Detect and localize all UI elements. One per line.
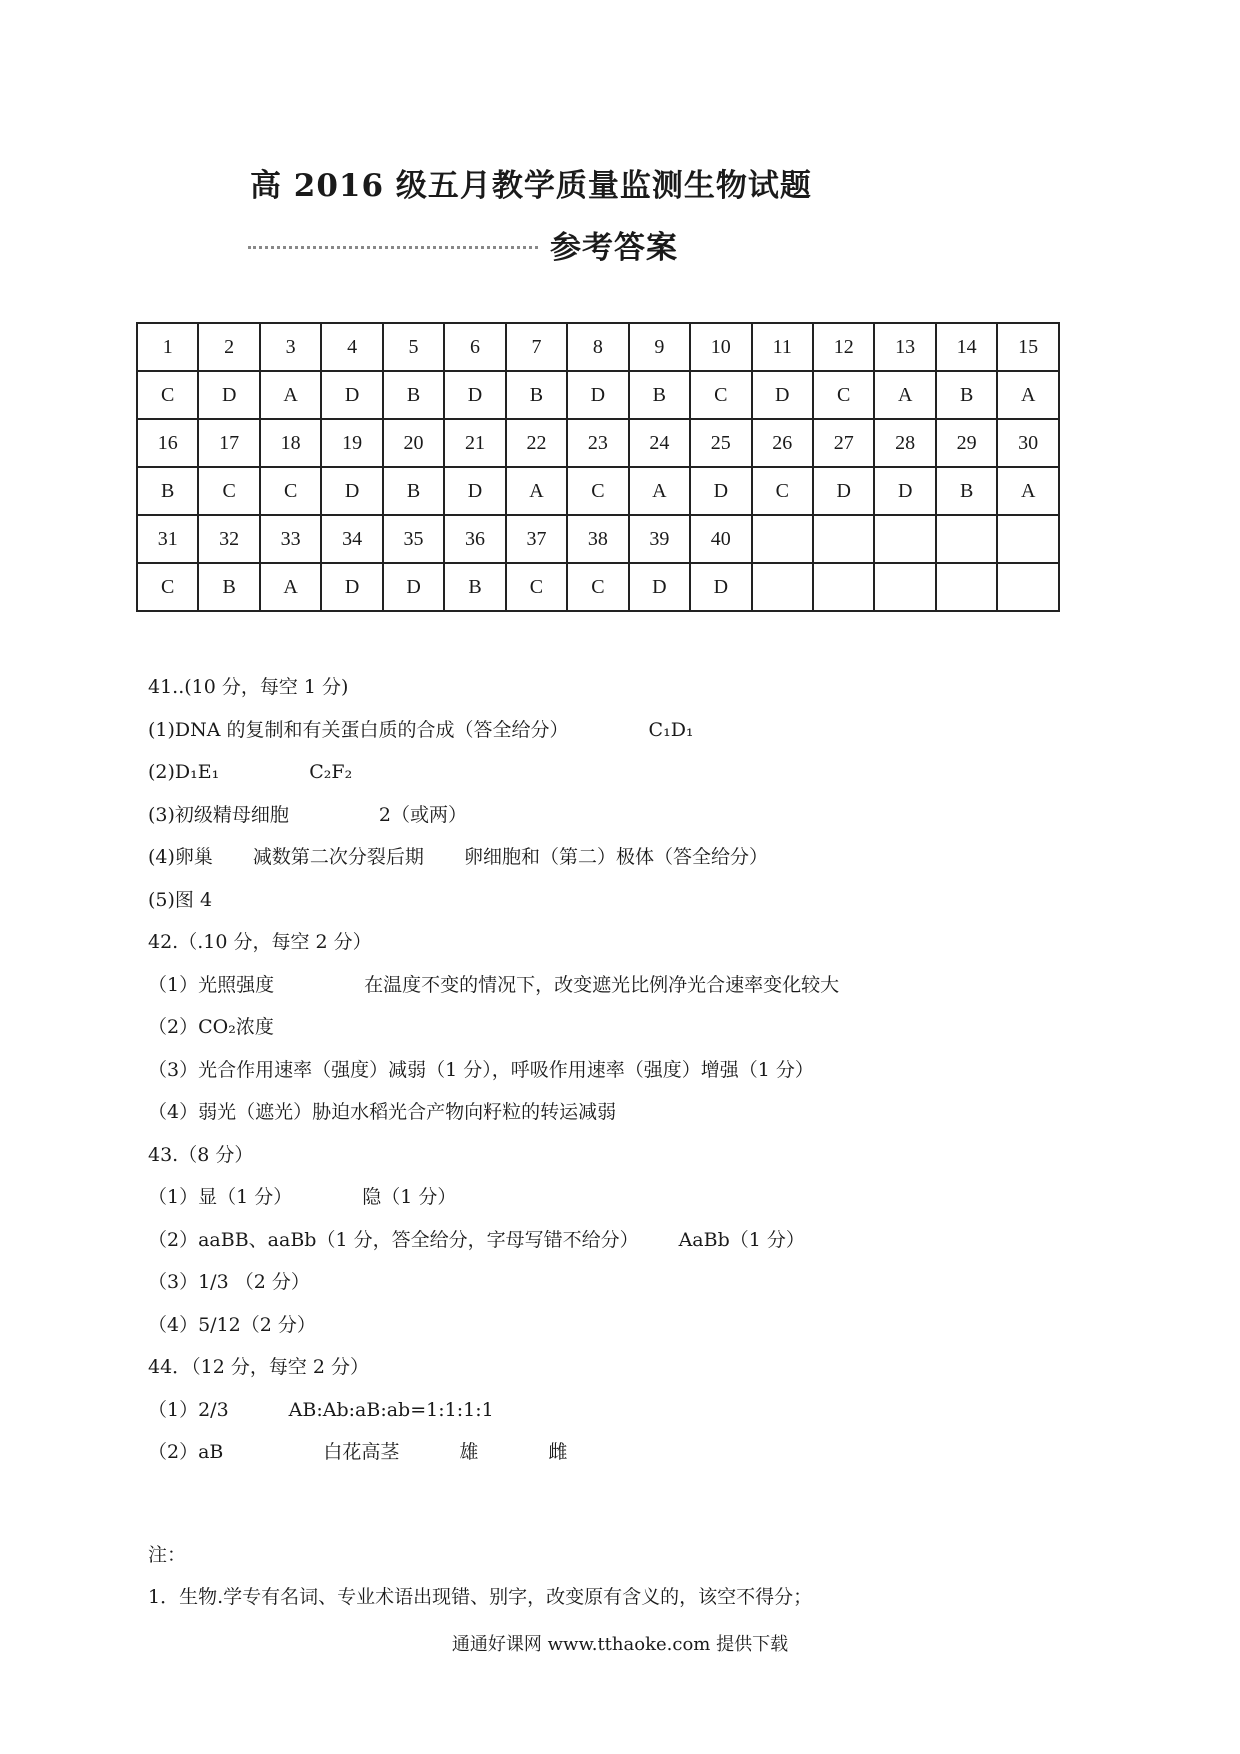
table-cell: 12: [813, 323, 874, 371]
q44-a2d: 雌: [548, 1441, 568, 1463]
table-cell: B: [137, 467, 198, 515]
table-cell: 26: [752, 419, 813, 467]
table-cell: C: [198, 467, 259, 515]
q43-head: 43.（8 分）: [148, 1143, 254, 1166]
table-cell: 16: [137, 419, 198, 467]
table-cell: D: [567, 371, 628, 419]
table-cell: 8: [567, 323, 628, 371]
table-cell: 10: [690, 323, 751, 371]
q41-head: 41..(10 分，每空 1 分): [148, 676, 349, 698]
table-cell: C: [752, 467, 813, 515]
table-cell: [936, 515, 997, 563]
answer-table-body: [137, 323, 1059, 611]
table-cell: [813, 563, 874, 611]
table-cell: [936, 563, 997, 611]
table-cell: [997, 563, 1059, 611]
table-cell: B: [506, 371, 567, 419]
q43-answer-1: [148, 1176, 1108, 1219]
dotted-leader: [248, 246, 538, 249]
table-cell: D: [444, 467, 505, 515]
q44-head: 44．（12 分，每空 2 分）: [148, 1356, 370, 1378]
table-cell: B: [629, 371, 690, 419]
answer-table: [136, 322, 1060, 612]
table-cell: 3: [260, 323, 321, 371]
table-cell: 11: [752, 323, 813, 371]
table-cell: D: [444, 371, 505, 419]
table-cell: A: [260, 371, 321, 419]
q42-answer-1: [148, 964, 1108, 1007]
q41-a4: (4)卵巢: [148, 846, 213, 868]
table-cell: 6: [444, 323, 505, 371]
table-cell: 29: [936, 419, 997, 467]
table-cell: C: [567, 467, 628, 515]
q44-a2c: 雄: [459, 1441, 479, 1463]
q44-answer-2: [148, 1431, 1108, 1474]
table-cell: B: [936, 371, 997, 419]
table-cell: D: [321, 371, 382, 419]
q43-a2b: AaBb（1 分）: [678, 1228, 805, 1251]
table-cell: A: [997, 467, 1059, 515]
table-cell: C: [137, 563, 198, 611]
table-cell: 36: [444, 515, 505, 563]
note-head: 注：: [148, 1543, 187, 1566]
page-title: 高 2016 级五月教学质量监测生物试题: [250, 168, 812, 204]
table-cell: [813, 515, 874, 563]
table-cell: D: [752, 371, 813, 419]
table-cell: 18: [260, 419, 321, 467]
table-cell: 22: [506, 419, 567, 467]
q42-answer-4: （4）弱光（遮光）胁迫水稻光合产物向籽粒的转运减弱: [148, 1101, 617, 1123]
table-cell: D: [198, 371, 259, 419]
table-cell: 19: [321, 419, 382, 467]
q41-a4b: 减数第二次分裂后期: [252, 846, 424, 868]
table-cell: A: [629, 467, 690, 515]
table-cell: D: [383, 563, 444, 611]
table-cell: B: [198, 563, 259, 611]
table-cell: 32: [198, 515, 259, 563]
table-cell: 34: [321, 515, 382, 563]
table-cell: B: [936, 467, 997, 515]
q44-answer-1: [148, 1389, 1108, 1432]
table-cell: 20: [383, 419, 444, 467]
table-cell: A: [874, 371, 935, 419]
table-cell: 27: [813, 419, 874, 467]
table-cell: 24: [629, 419, 690, 467]
table-row: [137, 323, 1059, 371]
table-cell: 17: [198, 419, 259, 467]
table-cell: [874, 563, 935, 611]
note-1: 1．生物.学专有名词、专业术语出现错、别字，改变原有含义的，该空不得分；: [148, 1586, 813, 1608]
table-row: [137, 515, 1059, 563]
table-cell: 7: [506, 323, 567, 371]
q42-answer-2: （2）CO₂浓度: [148, 1016, 274, 1038]
table-cell: 30: [997, 419, 1059, 467]
q43-a2: （2）aaBB、aaBb（1 分，答全给分，字母写错不给分）: [148, 1228, 639, 1251]
q41-answer-2: [148, 751, 1108, 794]
table-cell: 38: [567, 515, 628, 563]
table-cell: 35: [383, 515, 444, 563]
table-cell: 15: [997, 323, 1059, 371]
table-cell: C: [567, 563, 628, 611]
table-cell: [752, 563, 813, 611]
table-cell: 28: [874, 419, 935, 467]
table-cell: 23: [567, 419, 628, 467]
table-cell: C: [690, 371, 751, 419]
table-row: [137, 563, 1059, 611]
q41-a2: (2)D₁E₁: [148, 761, 220, 783]
q41-a1: (1)DNA 的复制和有关蛋白质的合成（答全给分）: [148, 718, 569, 741]
table-cell: 5: [383, 323, 444, 371]
table-cell: 25: [690, 419, 751, 467]
q44-a2: （2）aB: [148, 1441, 224, 1463]
table-cell: C: [137, 371, 198, 419]
q44-a1b: AB:Ab:aB:ab=1:1:1:1: [288, 1398, 494, 1421]
table-cell: 13: [874, 323, 935, 371]
q41-answer-4: [148, 836, 1108, 879]
table-cell: A: [260, 563, 321, 611]
table-cell: D: [690, 467, 751, 515]
table-cell: B: [383, 371, 444, 419]
table-cell: C: [260, 467, 321, 515]
table-cell: 40: [690, 515, 751, 563]
table-cell: 39: [629, 515, 690, 563]
table-cell: C: [813, 371, 874, 419]
table-cell: [997, 515, 1059, 563]
q42-head: 42.（.10 分，每空 2 分）: [148, 931, 372, 953]
table-cell: D: [321, 467, 382, 515]
table-cell: 2: [198, 323, 259, 371]
q41-a4c: 卵细胞和（第二）极体（答全给分）: [463, 846, 768, 868]
table-cell: [752, 515, 813, 563]
table-cell: 31: [137, 515, 198, 563]
table-row: [137, 371, 1059, 419]
q41-a3b: 2（或两）: [378, 803, 468, 826]
answer-section: [148, 666, 1108, 1619]
q42-answer-3: （3）光合作用速率（强度）减弱（1 分），呼吸作用速率（强度）增强（1 分）: [148, 1058, 814, 1081]
table-cell: D: [813, 467, 874, 515]
q43-a1b: 隐（1 分）: [362, 1186, 457, 1208]
q42-a1: （1）光照强度: [148, 973, 275, 996]
table-cell: 21: [444, 419, 505, 467]
table-cell: 14: [936, 323, 997, 371]
q42-a1b: 在温度不变的情况下，改变遮光比例净光合速率变化较大: [364, 973, 840, 996]
q43-answer-2: [148, 1219, 1108, 1262]
q41-answer-3: [148, 794, 1108, 837]
table-cell: [874, 515, 935, 563]
q41-answer-5: (5)图 4: [148, 888, 213, 911]
table-cell: 33: [260, 515, 321, 563]
q43-answer-4: （4）5/12（2 分）: [148, 1313, 316, 1336]
page-footer: 通通好课网 www.tthaoke.com 提供下载: [451, 1634, 789, 1655]
page-subtitle: 参考答案: [550, 230, 678, 266]
q41-a3: (3)初级精母细胞: [148, 803, 289, 826]
table-cell: A: [997, 371, 1059, 419]
table-cell: D: [690, 563, 751, 611]
q41-a2b: C₂F₂: [309, 761, 353, 783]
table-row: [137, 419, 1059, 467]
table-cell: D: [874, 467, 935, 515]
table-cell: B: [383, 467, 444, 515]
table-cell: 1: [137, 323, 198, 371]
q41-answer-1: [148, 709, 1108, 752]
table-cell: 4: [321, 323, 382, 371]
table-cell: 9: [629, 323, 690, 371]
q44-a1: （1）2/3: [148, 1398, 229, 1421]
table-cell: D: [629, 563, 690, 611]
table-cell: C: [506, 563, 567, 611]
table-cell: A: [506, 467, 567, 515]
table-cell: 37: [506, 515, 567, 563]
table-row: [137, 467, 1059, 515]
spacer: [148, 1474, 1108, 1534]
table-cell: D: [321, 563, 382, 611]
q43-answer-3: （3）1/3 （2 分）: [148, 1271, 310, 1293]
q43-a1: （1）显（1 分）: [148, 1186, 293, 1208]
q44-a2b: 白花高茎: [323, 1441, 400, 1463]
table-cell: B: [444, 563, 505, 611]
q41-a1b: C₁D₁: [648, 718, 694, 741]
